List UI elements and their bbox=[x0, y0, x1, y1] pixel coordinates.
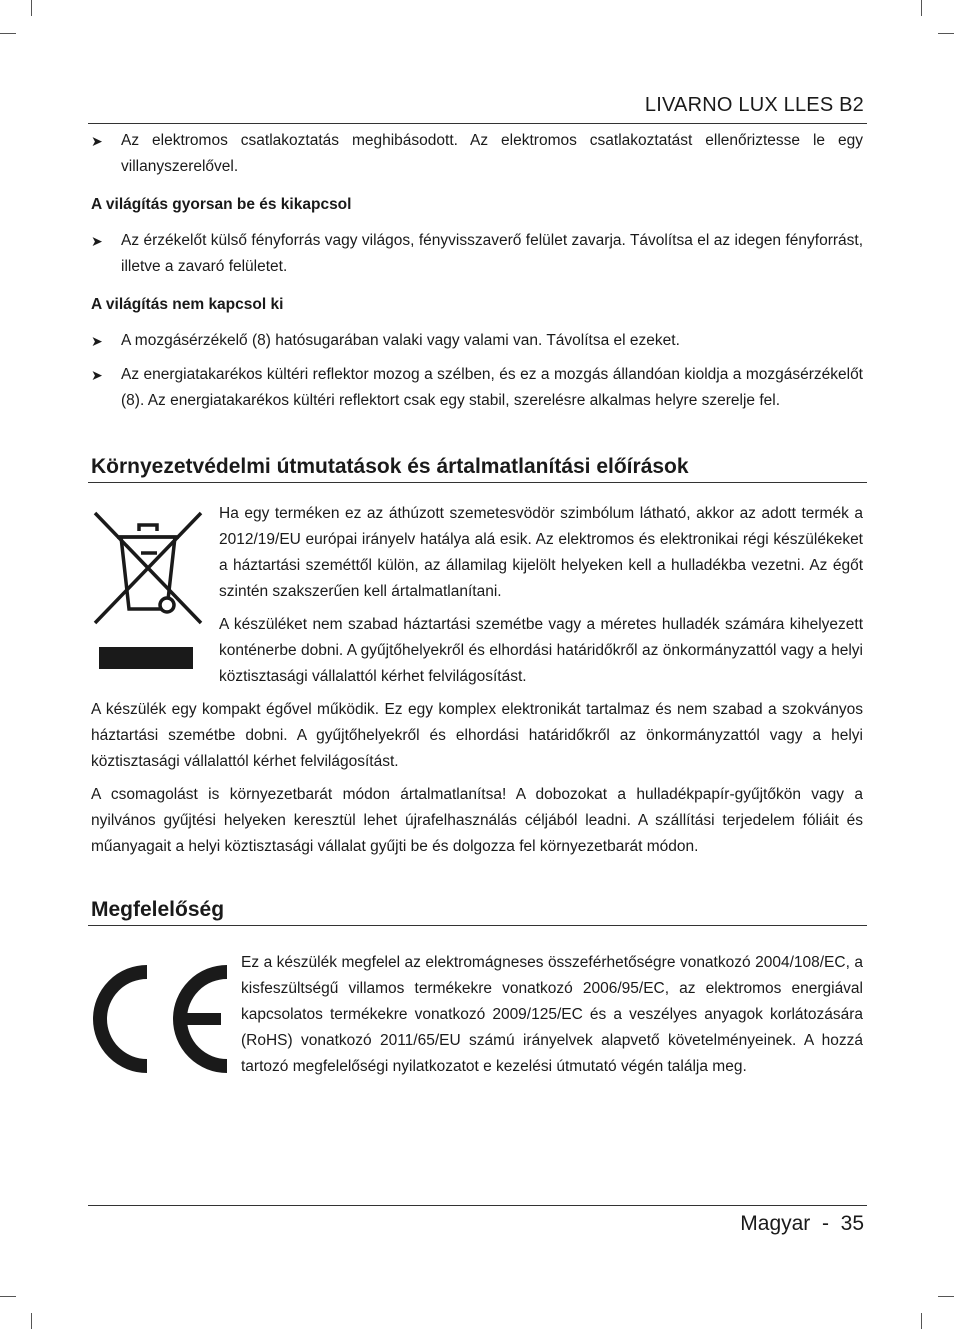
crop-mark bbox=[921, 1313, 922, 1329]
environment-paragraph: Ha egy terméken ez az áthúzott szemetesvödör szimbólum látható, akkor az adott termék a 2012/19/EU európai irányelv hatálya alá esik. Az elektromos és elektronikai régi készülékeket a háztartási szeméttől külön, az államilag kijelölt helyeken kell a hulladékba vezetni. Az égőt szintén szakszerűen kell ártalmatlanítani. bbox=[219, 505, 863, 600]
crop-mark bbox=[0, 33, 16, 34]
conformity-paragraph: Ez a készülék megfelel az elektromágneses összeférhetőségre vonatkozó 2004/108/EC, a kisfeszültségű villamos termékekre vonatkozó 2006/95/EC, az elektromos energiával kapcsolatos termékekre vonatkozó 2009/125/EC és a veszélyes anyagok korlátozására (RoHS) vonatkozó 2011/65/EU számú irányelvek alapvető követelményeinek. A hozzá tartozó megfelelőségi nyilatkozatot e kezelési útmutató végén találja meg. bbox=[241, 954, 863, 1075]
crop-mark bbox=[0, 1296, 16, 1297]
bullet-item bbox=[91, 228, 863, 280]
crop-mark bbox=[938, 1296, 954, 1297]
subheading: A világítás nem kapcsol ki bbox=[91, 296, 284, 313]
header-divider bbox=[88, 123, 867, 124]
crop-mark bbox=[921, 0, 922, 16]
bullet-item bbox=[91, 362, 863, 414]
bullet-arrow-icon: ➤ bbox=[91, 133, 103, 149]
bullet-item bbox=[91, 328, 863, 354]
bullet-arrow-icon: ➤ bbox=[91, 233, 103, 249]
bullet-item bbox=[91, 128, 863, 180]
environment-paragraph: A készülék egy kompakt égővel működik. Ez egy komplex elektronikát tartalmaz és nem szabad a szokványos háztartási szemétbe dobni. A gyűjtőhelyekről és elhordási határidőkről az önkormányzattól vagy a helyi köztisztasági vállalattól kérhet felvilágosítást. bbox=[91, 701, 863, 770]
bullet-arrow-icon: ➤ bbox=[91, 333, 103, 349]
crop-mark bbox=[31, 0, 32, 16]
page-header-title: LIVARNO LUX LLES B2 bbox=[644, 94, 864, 116]
environment-paragraph: A csomagolást is környezetbarát módon ártalmatlanítsa! A dobozokat a hulladékpapír-gyűjtőkön vagy a nyilvános gyűjtési helyeken keresztül lehet újrafelhasználás céljából leadni. A szállítási terjedelem fóliáit és műanyagait a helyi köztisztasági vállalat gyűjti be és dolgozza fel környezetbarát módon. bbox=[91, 786, 863, 855]
page-footer-label: Magyar - 35 bbox=[740, 1212, 864, 1235]
crop-mark bbox=[938, 33, 954, 34]
bullet-text: Az érzékelőt külső fényforrás vagy világos, fényvisszaverő felület zavarja. Távolítsa el az idegen fényforrást, illetve a zavaró felületet. bbox=[121, 232, 863, 275]
footer-divider bbox=[88, 1205, 867, 1206]
environment-paragraph: A készüléket nem szabad háztartási szemétbe vagy a méretes hulladék számára kihelyezett konténerbe dobni. A gyűjtőhelyekről és elhordási határidőkről az önkormányzattól vagy a helyi köztisztasági vállalattól kérhet felvilágosítást. bbox=[219, 616, 863, 685]
page-content bbox=[91, 128, 863, 1087]
subheading: A világítás gyorsan be és kikapcsol bbox=[91, 196, 352, 213]
conformity-section bbox=[91, 950, 863, 1080]
section-heading-conformity: Megfelelőség bbox=[88, 897, 867, 926]
bullet-text: Az energiatakarékos kültéri reflektor mozog a szélben, és ez a mozgás állandóan kioldja a mozgásérzékelőt (8). Az energiatakarékos kültéri reflektort csak egy stabil, szerelésre alkalmas helyre szerelje fel. bbox=[121, 366, 863, 409]
section-heading-environment: Környezetvédelmi útmutatások és ártalmatlanítási előírások bbox=[88, 454, 867, 483]
crop-mark bbox=[31, 1313, 32, 1329]
ce-mark-icon bbox=[91, 964, 231, 1074]
bullet-arrow-icon: ➤ bbox=[91, 367, 103, 383]
bullet-text: A mozgásérzékelő (8) hatósugarában valaki vagy valami van. Távolítsa el ezeket. bbox=[121, 332, 680, 349]
environment-section bbox=[91, 501, 863, 860]
bullet-text: Az elektromos csatlakoztatás meghibásodott. Az elektromos csatlakoztatást ellenőriztesse le egy villanyszerelővel. bbox=[121, 132, 863, 175]
weee-crossed-bin-icon bbox=[91, 509, 209, 677]
